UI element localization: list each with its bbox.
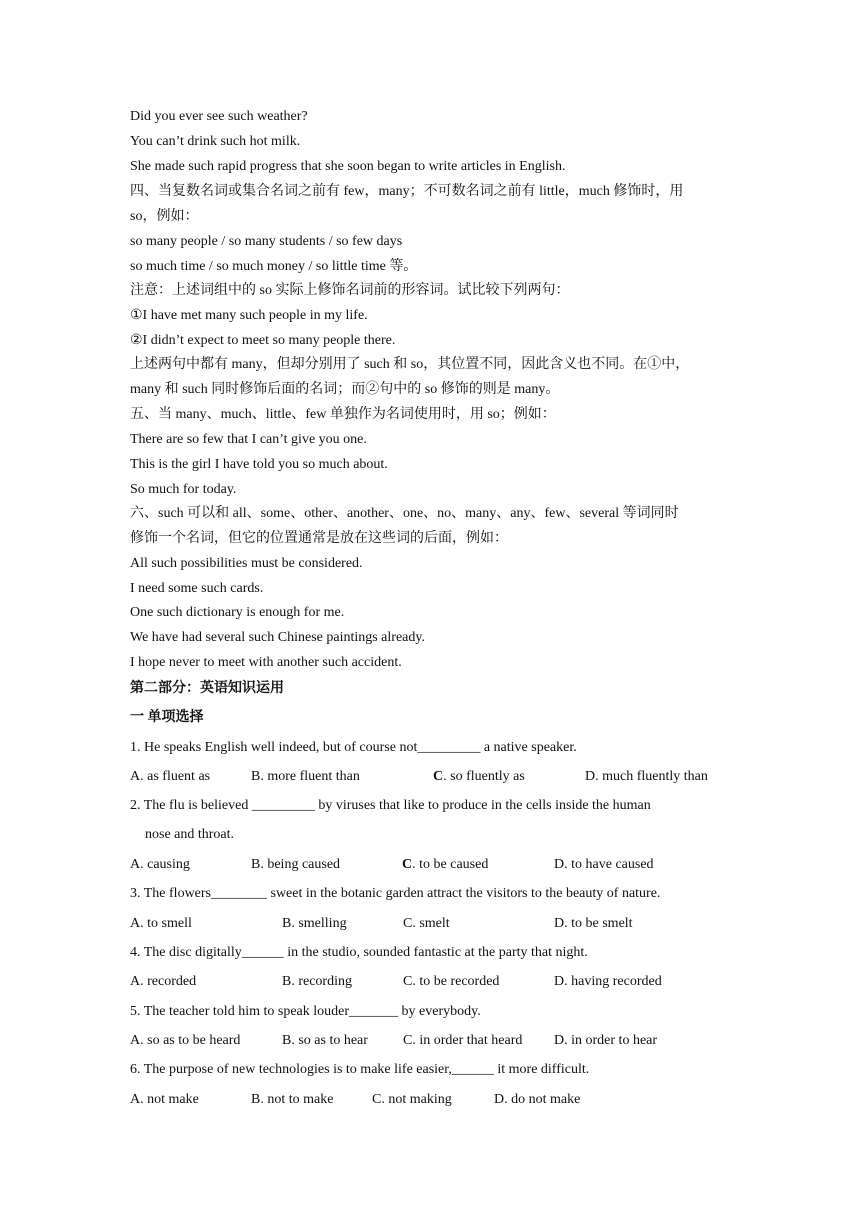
question-options: [130, 1032, 730, 1050]
option-c: C. to be caused: [402, 857, 489, 872]
text-line: many 和 such 同时修饰后面的名词；而②句中的 so 修饰的则是 many。: [130, 382, 560, 397]
option-b: B. recording: [282, 974, 352, 989]
option-d: D. to have caused: [554, 857, 654, 872]
question-options: [130, 973, 730, 991]
question-stem: 1. He speaks English well indeed, but of course not_________ a native speaker.: [130, 740, 577, 755]
subsection-heading: 一 单项选择: [130, 710, 204, 725]
text-line: 四、当复数名词或集合名词之前有 few，many；不可数名词之前有 little，much 修饰时，用: [130, 184, 684, 199]
question-options: [130, 915, 730, 933]
option-c: C. not making: [372, 1092, 452, 1107]
option-b: B. being caused: [251, 857, 341, 872]
text-line: She made such rapid progress that she soon began to write articles in English.: [130, 159, 566, 174]
text-line: You can’t drink such hot milk.: [130, 134, 301, 149]
question-stem: 2. The flu is believed _________ by viruses that like to produce in the cells inside the human: [130, 798, 651, 813]
option-a: A. to smell: [130, 916, 192, 931]
question-stem: 3. The flowers________ sweet in the botanic garden attract the visitors to the beauty of nature.: [130, 886, 661, 901]
option-d: D. in order to hear: [554, 1033, 658, 1048]
question-options: [130, 856, 730, 874]
text-line: I hope never to meet with another such accident.: [130, 655, 402, 670]
option-b: B. not to make: [251, 1092, 334, 1107]
text-line: So much for today.: [130, 482, 237, 497]
option-a: A. not make: [130, 1092, 199, 1107]
text-line: ②I didn’t expect to meet so many people there.: [130, 333, 396, 348]
option-d: D. having recorded: [554, 974, 662, 989]
option-c: C. so fluently as: [433, 769, 525, 784]
text-line: 五、当 many、much、little、few 单独作为名词使用时，用 so；例如：: [130, 407, 556, 422]
text-line: There are so few that I can’t give you one.: [130, 432, 367, 447]
option-d: D. much fluently than: [585, 769, 708, 784]
text-line: 注意：上述词组中的 so 实际上修饰名词前的形容词。试比较下列两句：: [130, 283, 570, 298]
option-d: D. to be smelt: [554, 916, 633, 931]
question-options: [130, 1091, 730, 1109]
text-line: ①I have met many such people in my life.: [130, 308, 368, 323]
text-line: so，例如：: [130, 209, 199, 224]
text-line: so much time / so much money / so little time 等。: [130, 259, 418, 274]
option-b: B. smelling: [282, 916, 347, 931]
text-line: so many people / so many students / so few days: [130, 234, 403, 249]
text-line: 修饰一个名词，但它的位置通常是放在这些词的后面，例如：: [130, 531, 508, 546]
option-c: C. in order that heard: [403, 1033, 523, 1048]
text-line: One such dictionary is enough for me.: [130, 605, 345, 620]
text-line: 六、such 可以和 all、some、other、another、one、no、many、any、few、several 等词同时: [130, 506, 679, 521]
question-stem-continued: nose and throat.: [145, 827, 235, 842]
question-stem: 6. The purpose of new technologies is to make life easier,______ it more difficult.: [130, 1062, 590, 1077]
part-two-heading: 第二部分：英语知识运用: [130, 681, 284, 696]
option-a: A. recorded: [130, 974, 197, 989]
text-line: This is the girl I have told you so much about.: [130, 457, 388, 472]
text-line: Did you ever see such weather?: [130, 109, 308, 124]
option-c: C. smelt: [403, 916, 450, 931]
option-a: A. so as to be heard: [130, 1033, 241, 1048]
option-a: A. as fluent as: [130, 769, 211, 784]
text-line: All such possibilities must be considered.: [130, 556, 363, 571]
text-line: 上述两句中都有 many，但却分别用了 such 和 so，其位置不同，因此含义也不同。在①中，: [130, 357, 690, 372]
question-stem: 5. The teacher told him to speak louder_______ by everybody.: [130, 1004, 481, 1019]
option-b: B. more fluent than: [251, 769, 360, 784]
question-options: [130, 768, 730, 786]
text-line: I need some such cards.: [130, 581, 264, 596]
question-stem: 4. The disc digitally______ in the studio, sounded fantastic at the party that night.: [130, 945, 588, 960]
option-d: D. do not make: [494, 1092, 581, 1107]
option-b: B. so as to hear: [282, 1033, 368, 1048]
option-c: C. to be recorded: [403, 974, 500, 989]
option-a: A. causing: [130, 857, 190, 872]
text-line: We have had several such Chinese paintings already.: [130, 630, 425, 645]
